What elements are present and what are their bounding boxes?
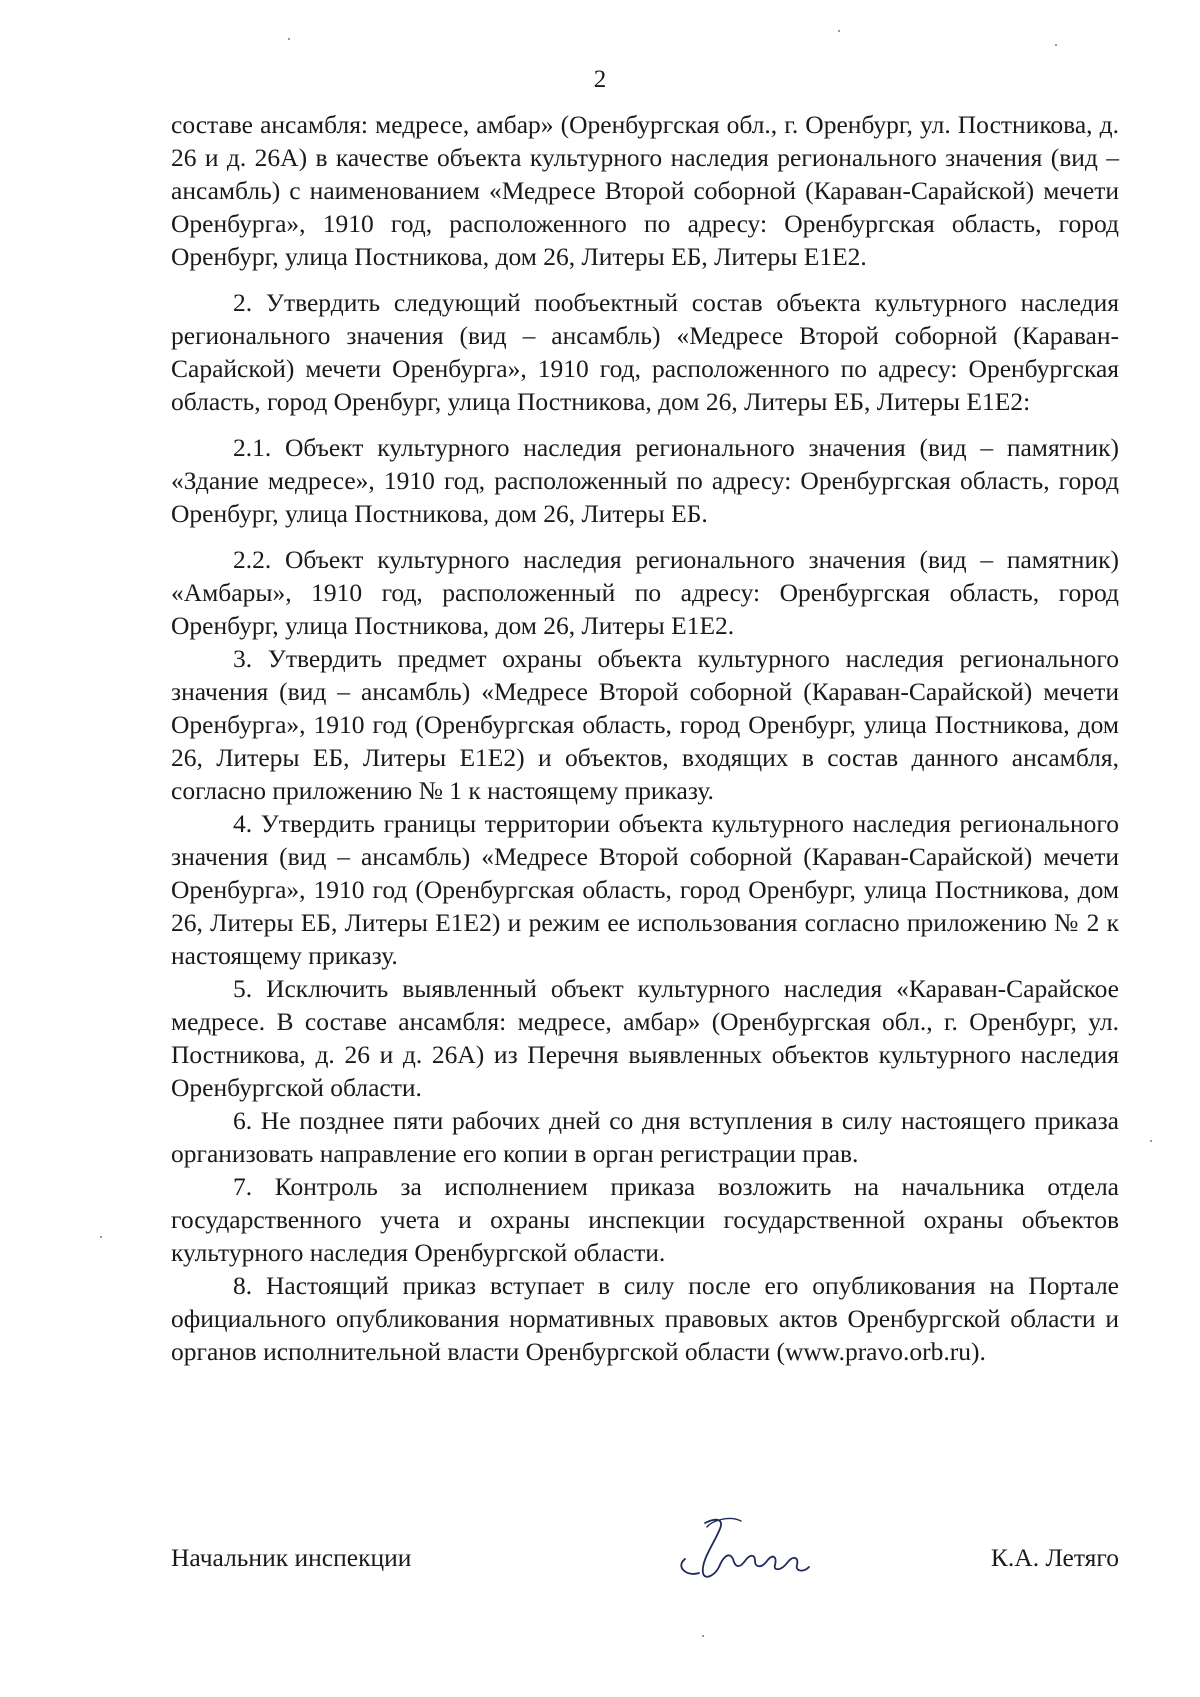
page-number: 2	[593, 66, 607, 93]
scan-speck	[702, 1635, 704, 1637]
signature-block	[171, 1533, 1119, 1593]
scan-speck	[1150, 1140, 1152, 1142]
scan-speck	[838, 30, 840, 32]
paragraph-6: 6. Не позднее пяти рабочих дней со дня вступления в силу настоящего приказа организовать направление его копии в орган регистрации прав.	[171, 1106, 1119, 1168]
paragraph-2: 2. Утвердить следующий пообъектный состав объекта культурного наследия регионального значения (вид – ансамбль) «Медресе Второй соборной (Караван-Сарайской) мечети Оренбурга», 1910 год, расположенного по адресу: Оренбургская область, город Оренбург, улица Постникова, дом 26, Литеры ЕБ, Литеры Е1Е2:	[171, 288, 1119, 416]
document-body	[171, 108, 1119, 1368]
paragraph-3: 3. Утвердить предмет охраны объекта культурного наследия регионального значения (вид – ансамбль) «Медресе Второй соборной (Караван-Сарайской) мечети Оренбурга», 1910 год (Оренбургская область, город Оренбург, улица Постникова, дом 26, Литеры ЕБ, Литеры Е1Е2) и объектов, входящих в состав данного ансамбля, согласно приложению № 1 к настоящему приказу.	[171, 644, 1119, 805]
paragraph-5: 5. Исключить выявленный объект культурного наследия «Караван-Сарайское медресе. В составе ансамбля: медресе, амбар» (Оренбургская обл., г. Оренбург, ул. Постникова, д. 26 и д. 26А) из Перечня выявленных объектов культурного наследия Оренбургской области.	[171, 974, 1119, 1102]
signatory-name: К.А. Летяго	[990, 1543, 1119, 1572]
signatory-position: Начальник инспекции	[171, 1543, 412, 1572]
scan-speck	[100, 1236, 102, 1238]
scan-speck	[1055, 44, 1057, 46]
paragraph-4: 4. Утвердить границы территории объекта культурного наследия регионального значения (вид – ансамбль) «Медресе Второй соборной (Караван-Сарайской) мечети Оренбурга», 1910 год (Оренбургская область, город Оренбург, улица Постникова, дом 26, Литеры ЕБ, Литеры Е1Е2) и режим ее использования согласно приложению № 2 к настоящему приказу.	[171, 809, 1119, 970]
scan-speck	[288, 38, 290, 40]
handwritten-signature	[669, 1511, 839, 1591]
paragraph-2-1: 2.1. Объект культурного наследия регионального значения (вид – памятник) «Здание медресе», 1910 год, расположенный по адресу: Оренбургская область, город Оренбург, улица Постникова, дом 26, Литеры ЕБ.	[171, 433, 1119, 528]
paragraph-continuation: составе ансамбля: медресе, амбар» (Оренбургская обл., г. Оренбург, ул. Постникова, д. 26 и д. 26А) в качестве объекта культурного наследия регионального значения (вид – ансамбль) с наименованием «Медресе Второй соборной (Караван-Сарайской) мечети Оренбурга», 1910 год, расположенного по адресу: Оренбургская область, город Оренбург, улица Постникова, дом 26, Литеры ЕБ, Литеры Е1Е2.	[171, 110, 1119, 271]
paragraph-8: 8. Настоящий приказ вступает в силу после его опубликования на Портале официального опубликования нормативных правовых актов Оренбургской области и органов исполнительной власти Оренбургской области (www.pravo.orb.ru).	[171, 1271, 1119, 1366]
paragraph-2-2: 2.2. Объект культурного наследия регионального значения (вид – памятник) «Амбары», 1910 год, расположенный по адресу: Оренбургская область, город Оренбург, улица Постникова, дом 26, Литеры Е1Е2.	[171, 545, 1119, 640]
paragraph-7: 7. Контроль за исполнением приказа возложить на начальника отдела государственного учета и охраны инспекции государственной охраны объектов культурного наследия Оренбургской области.	[171, 1172, 1119, 1267]
